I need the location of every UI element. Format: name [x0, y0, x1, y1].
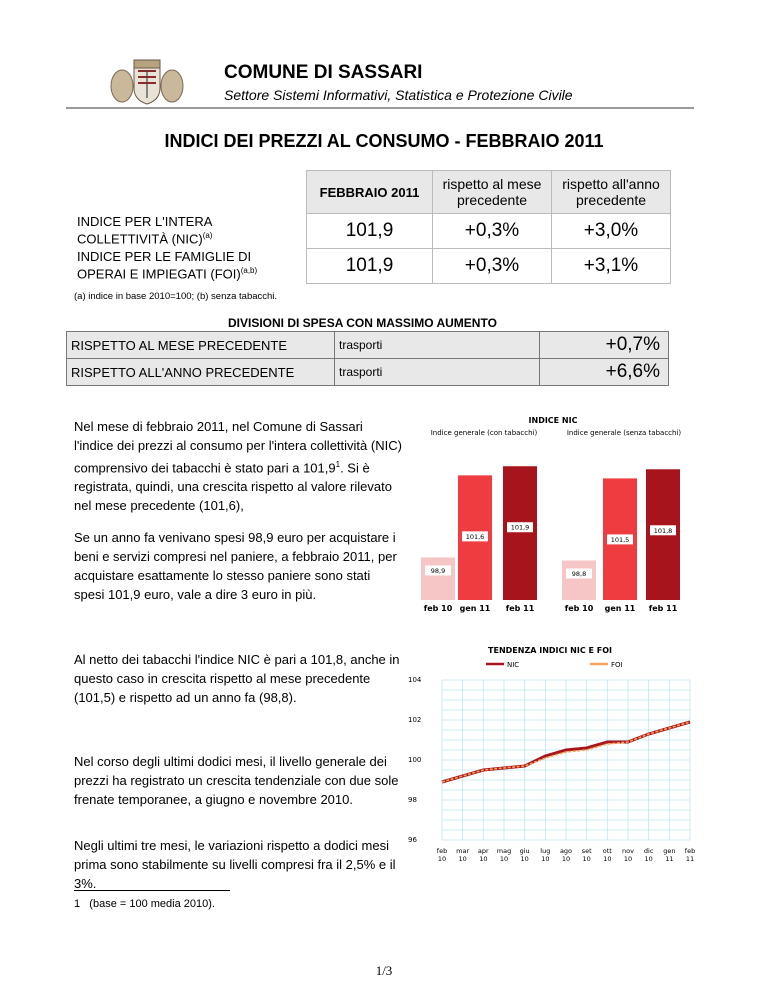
- divisions-title: DIVISIONI DI SPESA CON MASSIMO AUMENTO: [228, 316, 497, 330]
- row-label-nic: INDICE PER L'INTERA COLLETTIVITÀ (NIC)$^{(a)}$: [77, 214, 213, 247]
- department-name: Settore Sistemi Informativi, Statistica e Protezione Civile: [224, 87, 573, 103]
- x-tick-label: feb 10: [564, 604, 594, 613]
- nic-value: 101,9: [307, 214, 433, 249]
- x-tick-label: 11: [685, 855, 695, 863]
- x-tick-label: gen 11: [459, 604, 491, 613]
- foi-value: 101,9: [307, 249, 433, 284]
- y-tick-label: 100: [408, 756, 422, 764]
- chart-title: INDICE NIC: [528, 416, 578, 425]
- x-tick-label: apr: [477, 847, 489, 855]
- table-row: [74, 214, 671, 249]
- paragraph: Al netto dei tabacchi l'indice NIC è pari a 101,8, anche in questo caso in crescita rispetto al mese precedente (101,5) e rispetto ad un anno fa (98,8).: [74, 652, 400, 705]
- paragraph: Nel corso degli ultimi dodici mesi, il livello generale dei prezzi ha registrato un crescita tendenziale con due sole frenate temporanee, a giugno e novembre 2010.: [74, 754, 399, 807]
- header-divider: [66, 107, 694, 109]
- table-footnote: (a) indice in base 2010=100; (b) senza tabacchi.: [74, 291, 278, 302]
- index-table: [74, 170, 671, 284]
- foi-yoy: +3,1%: [552, 249, 671, 284]
- data-label: 101,8: [653, 526, 673, 535]
- x-tick-label: feb 11: [648, 604, 678, 613]
- group-name: Indice generale (con tabacchi): [430, 429, 538, 437]
- data-label: 98,8: [571, 569, 587, 578]
- divisions-table: [66, 331, 669, 386]
- footnote: 1 (base = 100 media 2010).: [74, 898, 215, 910]
- division-category: trasporti: [335, 359, 540, 386]
- x-tick-label: 10: [479, 855, 488, 863]
- x-tick-label: 11: [665, 855, 674, 863]
- x-tick-label: 10: [541, 855, 550, 863]
- x-tick-label: gen 11: [604, 604, 636, 613]
- table-row: [74, 249, 671, 284]
- nic-bar-chart: [418, 408, 690, 618]
- bar: [421, 557, 455, 600]
- data-label: 98,9: [430, 566, 446, 575]
- header-mom: rispetto al mese precedente: [433, 171, 552, 214]
- x-tick-label: giu: [519, 847, 530, 855]
- x-tick-label: feb 10: [423, 604, 453, 613]
- row-label-foi: INDICE PER LE FAMIGLIE DI OPERAI E IMPIEGATI (FOI)$^{(a,b)}$: [77, 249, 258, 282]
- trend-line-chart: [400, 640, 700, 868]
- division-label: RISPETTO AL MESE PRECEDENTE: [67, 332, 335, 359]
- division-value: +6,6%: [540, 359, 669, 386]
- x-tick-label: 10: [603, 855, 612, 863]
- nic-mom: +0,3%: [433, 214, 552, 249]
- x-tick-label: gen: [663, 847, 676, 855]
- x-tick-label: mag: [496, 847, 512, 855]
- x-tick-label: mar: [456, 847, 470, 855]
- division-value: +0,7%: [540, 332, 669, 359]
- paragraph: Se un anno fa venivano spesi 98,9 euro per acquistare i beni e servizi compresi nel paniere, a febbraio 2011, per acquistare esattamente lo stesso paniere sono stati spesi 101,9 euro, vale a dire 3 euro in più.: [74, 530, 397, 602]
- y-tick-label: 102: [408, 716, 422, 724]
- x-tick-label: feb: [436, 847, 448, 855]
- x-tick-label: 10: [644, 855, 653, 863]
- division-label: RISPETTO ALL'ANNO PRECEDENTE: [67, 359, 335, 386]
- x-tick-label: nov: [622, 847, 634, 855]
- data-label: 101,6: [465, 532, 485, 541]
- data-label: 101,5: [610, 535, 630, 544]
- x-tick-label: feb 11: [505, 604, 535, 613]
- x-tick-label: feb: [684, 847, 696, 855]
- x-tick-label: 10: [437, 855, 447, 863]
- y-tick-label: 98: [408, 796, 417, 804]
- x-tick-label: ago: [559, 847, 573, 855]
- coat-of-arms-logo: [108, 56, 186, 108]
- data-label: 101,9: [510, 523, 530, 532]
- x-tick-label: ott: [602, 847, 612, 855]
- legend-label-foi: FOI: [611, 661, 623, 669]
- x-tick-label: 10: [520, 855, 529, 863]
- header-month: FEBBRAIO 2011: [307, 171, 433, 214]
- chart-title: TENDENZA INDICI NIC E FOI: [488, 646, 612, 655]
- header-yoy: rispetto all'anno precedente: [552, 171, 671, 214]
- footnote-rule: [74, 890, 230, 891]
- bar: [562, 560, 596, 600]
- x-tick-label: lug: [540, 847, 551, 855]
- x-tick-label: set: [581, 847, 592, 855]
- y-tick-label: 104: [408, 676, 422, 684]
- x-tick-label: 10: [623, 855, 633, 863]
- page-title: INDICI DEI PREZZI AL CONSUMO - FEBBRAIO 2011: [164, 131, 604, 151]
- group-name: Indice generale (senza tabacchi): [566, 429, 682, 437]
- table-row: [67, 332, 669, 359]
- x-tick-label: 10: [499, 855, 509, 863]
- paragraph: Nel mese di febbraio 2011, nel Comune di Sassari l'indice dei prezzi al consumo per l'intera collettività (NIC) comprensivo dei tabacchi è stato pari a 101,9$^1$. Si è registrata, quindi, una crescita rispetto al valore rilevato nel mese precedente (101,6),: [74, 419, 402, 514]
- x-tick-label: dic: [643, 847, 654, 855]
- bar: [503, 466, 537, 600]
- legend-label-nic: NIC: [507, 661, 520, 669]
- table-row: [67, 359, 669, 386]
- nic-yoy: +3,0%: [552, 214, 671, 249]
- foi-mom: +0,3%: [433, 249, 552, 284]
- y-tick-label: 96: [408, 836, 417, 844]
- x-tick-label: 10: [458, 855, 467, 863]
- paragraph: Negli ultimi tre mesi, le variazioni rispetto a dodici mesi prima sono stabilmente su livelli compresi fra il 2,5% e il 3%.: [74, 838, 396, 891]
- page-number: 1/3: [375, 963, 393, 978]
- x-tick-label: 10: [582, 855, 591, 863]
- organization-name: COMUNE DI SASSARI: [224, 62, 423, 83]
- x-tick-label: 10: [561, 855, 571, 863]
- division-category: trasporti: [335, 332, 540, 359]
